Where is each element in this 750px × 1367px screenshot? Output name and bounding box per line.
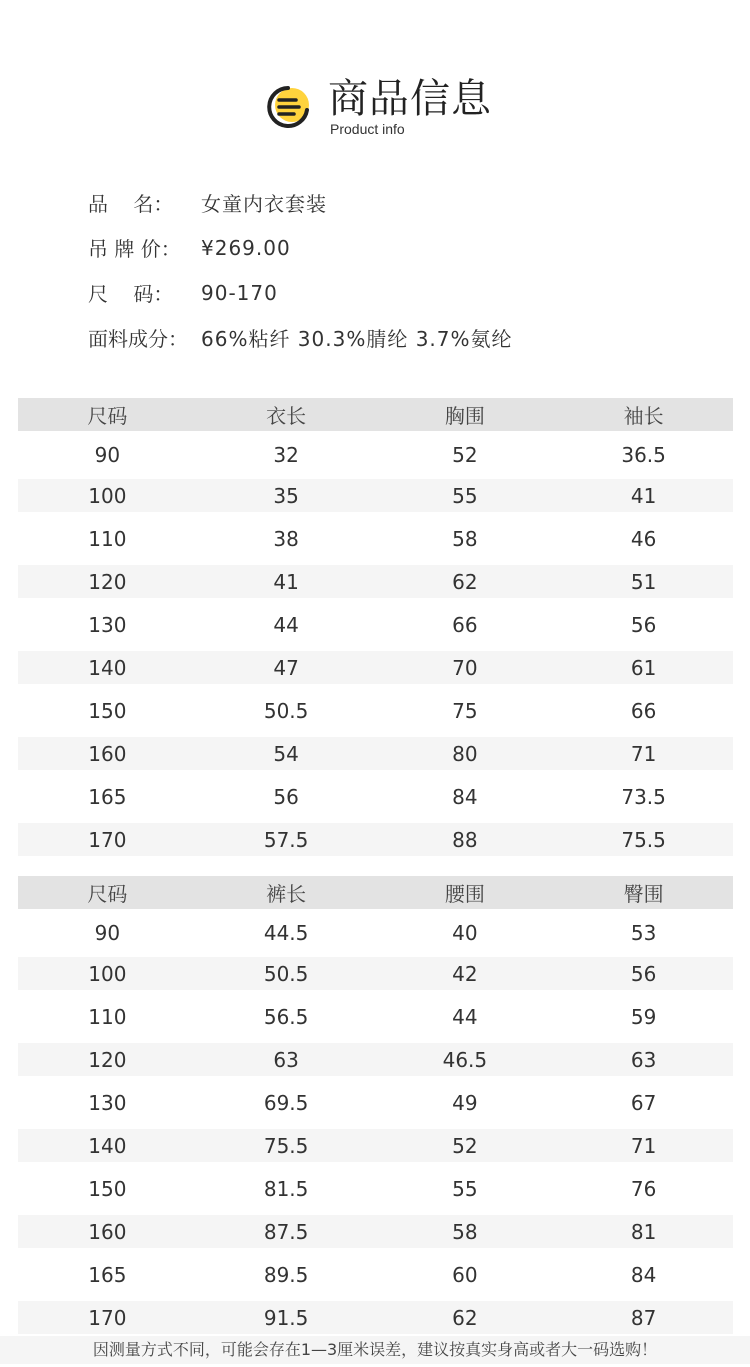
table-cell: 170 xyxy=(88,1305,127,1330)
table-cell: 87 xyxy=(630,1305,657,1330)
table-cell: 130 xyxy=(88,1090,127,1115)
table-row xyxy=(18,598,733,651)
table-cell: 71 xyxy=(630,1133,657,1158)
table-cell: 73.5 xyxy=(621,784,666,809)
table-cell: 51 xyxy=(630,569,657,594)
top-size-table xyxy=(18,398,733,856)
table-cell: 120 xyxy=(88,1047,127,1072)
table-cell: 56 xyxy=(273,784,299,809)
table-cell: 62 xyxy=(452,1305,478,1330)
table-cell: 88 xyxy=(452,827,478,852)
table-cell: 47 xyxy=(273,655,299,680)
table-row xyxy=(18,479,733,512)
page-subtitle: Product info xyxy=(330,121,405,137)
info-row-size xyxy=(88,270,513,315)
info-value: ¥269.00 xyxy=(201,235,291,260)
table-cell: 36.5 xyxy=(621,443,666,467)
table-cell: 110 xyxy=(88,1004,127,1029)
info-value: 女童内衣套装 xyxy=(201,192,327,216)
table-row xyxy=(18,1129,733,1162)
table-header-cell: 尺码 xyxy=(87,882,128,906)
info-row-price xyxy=(88,225,513,270)
table-cell: 100 xyxy=(88,483,127,508)
table-cell: 44 xyxy=(273,612,299,637)
table-cell: 55 xyxy=(452,483,478,508)
table-cell: 130 xyxy=(88,612,127,637)
bottom-size-table xyxy=(18,876,733,1334)
table-row xyxy=(18,431,733,479)
table-cell: 66 xyxy=(630,698,657,723)
info-label: 吊 牌 价： xyxy=(88,237,181,261)
info-label: 尺 码： xyxy=(88,282,174,306)
info-row-name xyxy=(88,180,513,225)
table-row xyxy=(18,1215,733,1248)
table-cell: 140 xyxy=(88,655,127,680)
table-row xyxy=(18,1248,733,1301)
table-cell: 110 xyxy=(88,526,127,551)
table-cell: 59 xyxy=(630,1004,657,1029)
table-cell: 80 xyxy=(452,741,478,766)
table-cell: 57.5 xyxy=(263,827,309,852)
table-cell: 160 xyxy=(88,1219,127,1244)
table-cell: 84 xyxy=(452,784,478,809)
table-row xyxy=(18,651,733,684)
table-header-cell: 尺码 xyxy=(87,404,128,428)
table-cell: 170 xyxy=(88,827,127,852)
table-cell: 50.5 xyxy=(263,961,309,986)
table-cell: 52 xyxy=(452,1133,478,1158)
table-row xyxy=(18,957,733,990)
table-row xyxy=(18,1301,733,1334)
table-header-cell: 袖长 xyxy=(623,404,664,428)
table-header-cell: 衣长 xyxy=(266,404,307,428)
product-info xyxy=(88,180,513,360)
table-cell: 41 xyxy=(273,569,299,594)
table-cell: 61 xyxy=(630,655,657,680)
table-cell: 75 xyxy=(452,698,478,723)
table-cell: 56.5 xyxy=(263,1004,309,1029)
table-cell: 75.5 xyxy=(621,827,666,852)
table-cell: 53 xyxy=(630,921,657,945)
table-cell: 165 xyxy=(88,1262,127,1287)
table-cell: 56 xyxy=(630,961,657,986)
table-cell: 81.5 xyxy=(263,1176,309,1201)
page-header xyxy=(0,0,750,150)
table-cell: 63 xyxy=(273,1047,299,1072)
info-row-fabric xyxy=(88,315,513,360)
table-cell: 32 xyxy=(273,443,299,467)
table-header-row xyxy=(18,398,733,431)
table-cell: 90 xyxy=(94,921,121,945)
table-cell: 70 xyxy=(452,655,478,680)
table-row xyxy=(18,565,733,598)
table-cell: 89.5 xyxy=(263,1262,309,1287)
table-cell: 150 xyxy=(88,698,127,723)
table-row xyxy=(18,1162,733,1215)
table-cell: 140 xyxy=(88,1133,127,1158)
table-cell: 46 xyxy=(630,526,657,551)
table-cell: 50.5 xyxy=(263,698,309,723)
table-cell: 35 xyxy=(273,483,299,508)
table-cell: 40 xyxy=(452,921,478,945)
table-cell: 44.5 xyxy=(263,921,309,945)
table-cell: 49 xyxy=(452,1090,478,1115)
table-cell: 54 xyxy=(273,741,299,766)
table-cell: 60 xyxy=(452,1262,478,1287)
table-cell: 52 xyxy=(452,443,478,467)
info-value: 66%粘纤 30.3%腈纶 3.7%氨纶 xyxy=(201,327,513,351)
table-header-row xyxy=(18,876,733,909)
table-cell: 76 xyxy=(630,1176,657,1201)
table-cell: 63 xyxy=(630,1047,657,1072)
table-cell: 58 xyxy=(452,526,478,551)
table-header-cell: 胸围 xyxy=(444,404,485,428)
table-header-cell: 裤长 xyxy=(266,882,307,906)
table-row xyxy=(18,512,733,565)
page-title: 商品信息 xyxy=(328,76,492,122)
table-cell: 38 xyxy=(273,526,299,551)
table-cell: 87.5 xyxy=(263,1219,309,1244)
table-cell: 165 xyxy=(88,784,127,809)
table-row xyxy=(18,684,733,737)
table-cell: 67 xyxy=(630,1090,657,1115)
table-cell: 120 xyxy=(88,569,127,594)
table-cell: 42 xyxy=(452,961,478,986)
table-cell: 71 xyxy=(630,741,657,766)
table-cell: 75.5 xyxy=(263,1133,309,1158)
table-row xyxy=(18,909,733,957)
table-cell: 55 xyxy=(452,1176,478,1201)
table-row xyxy=(18,737,733,770)
table-cell: 90 xyxy=(94,443,121,467)
table-row xyxy=(18,990,733,1043)
document-lines-icon xyxy=(263,82,313,132)
table-row xyxy=(18,823,733,856)
table-cell: 62 xyxy=(452,569,478,594)
table-cell: 91.5 xyxy=(263,1305,309,1330)
table-cell: 69.5 xyxy=(263,1090,309,1115)
table-cell: 56 xyxy=(630,612,657,637)
table-cell: 84 xyxy=(630,1262,657,1287)
table-cell: 58 xyxy=(452,1219,478,1244)
table-header-cell: 腰围 xyxy=(444,882,485,906)
table-row xyxy=(18,1076,733,1129)
info-value: 90-170 xyxy=(201,280,278,305)
table-row xyxy=(18,770,733,823)
table-cell: 46.5 xyxy=(442,1047,488,1072)
table-cell: 44 xyxy=(452,1004,478,1029)
info-label: 面料成分： xyxy=(88,327,188,351)
info-label: 品 名： xyxy=(88,192,174,216)
table-header-cell: 臀围 xyxy=(623,882,664,906)
measurement-note: 因测量方式不同，可能会存在1—3厘米误差，建议按真实身高或者大一码选购！ xyxy=(0,1336,750,1364)
table-cell: 66 xyxy=(452,612,478,637)
table-cell: 160 xyxy=(88,741,127,766)
table-cell: 41 xyxy=(630,483,657,508)
table-cell: 100 xyxy=(88,961,127,986)
table-cell: 150 xyxy=(88,1176,127,1201)
table-cell: 81 xyxy=(630,1219,657,1244)
table-row xyxy=(18,1043,733,1076)
